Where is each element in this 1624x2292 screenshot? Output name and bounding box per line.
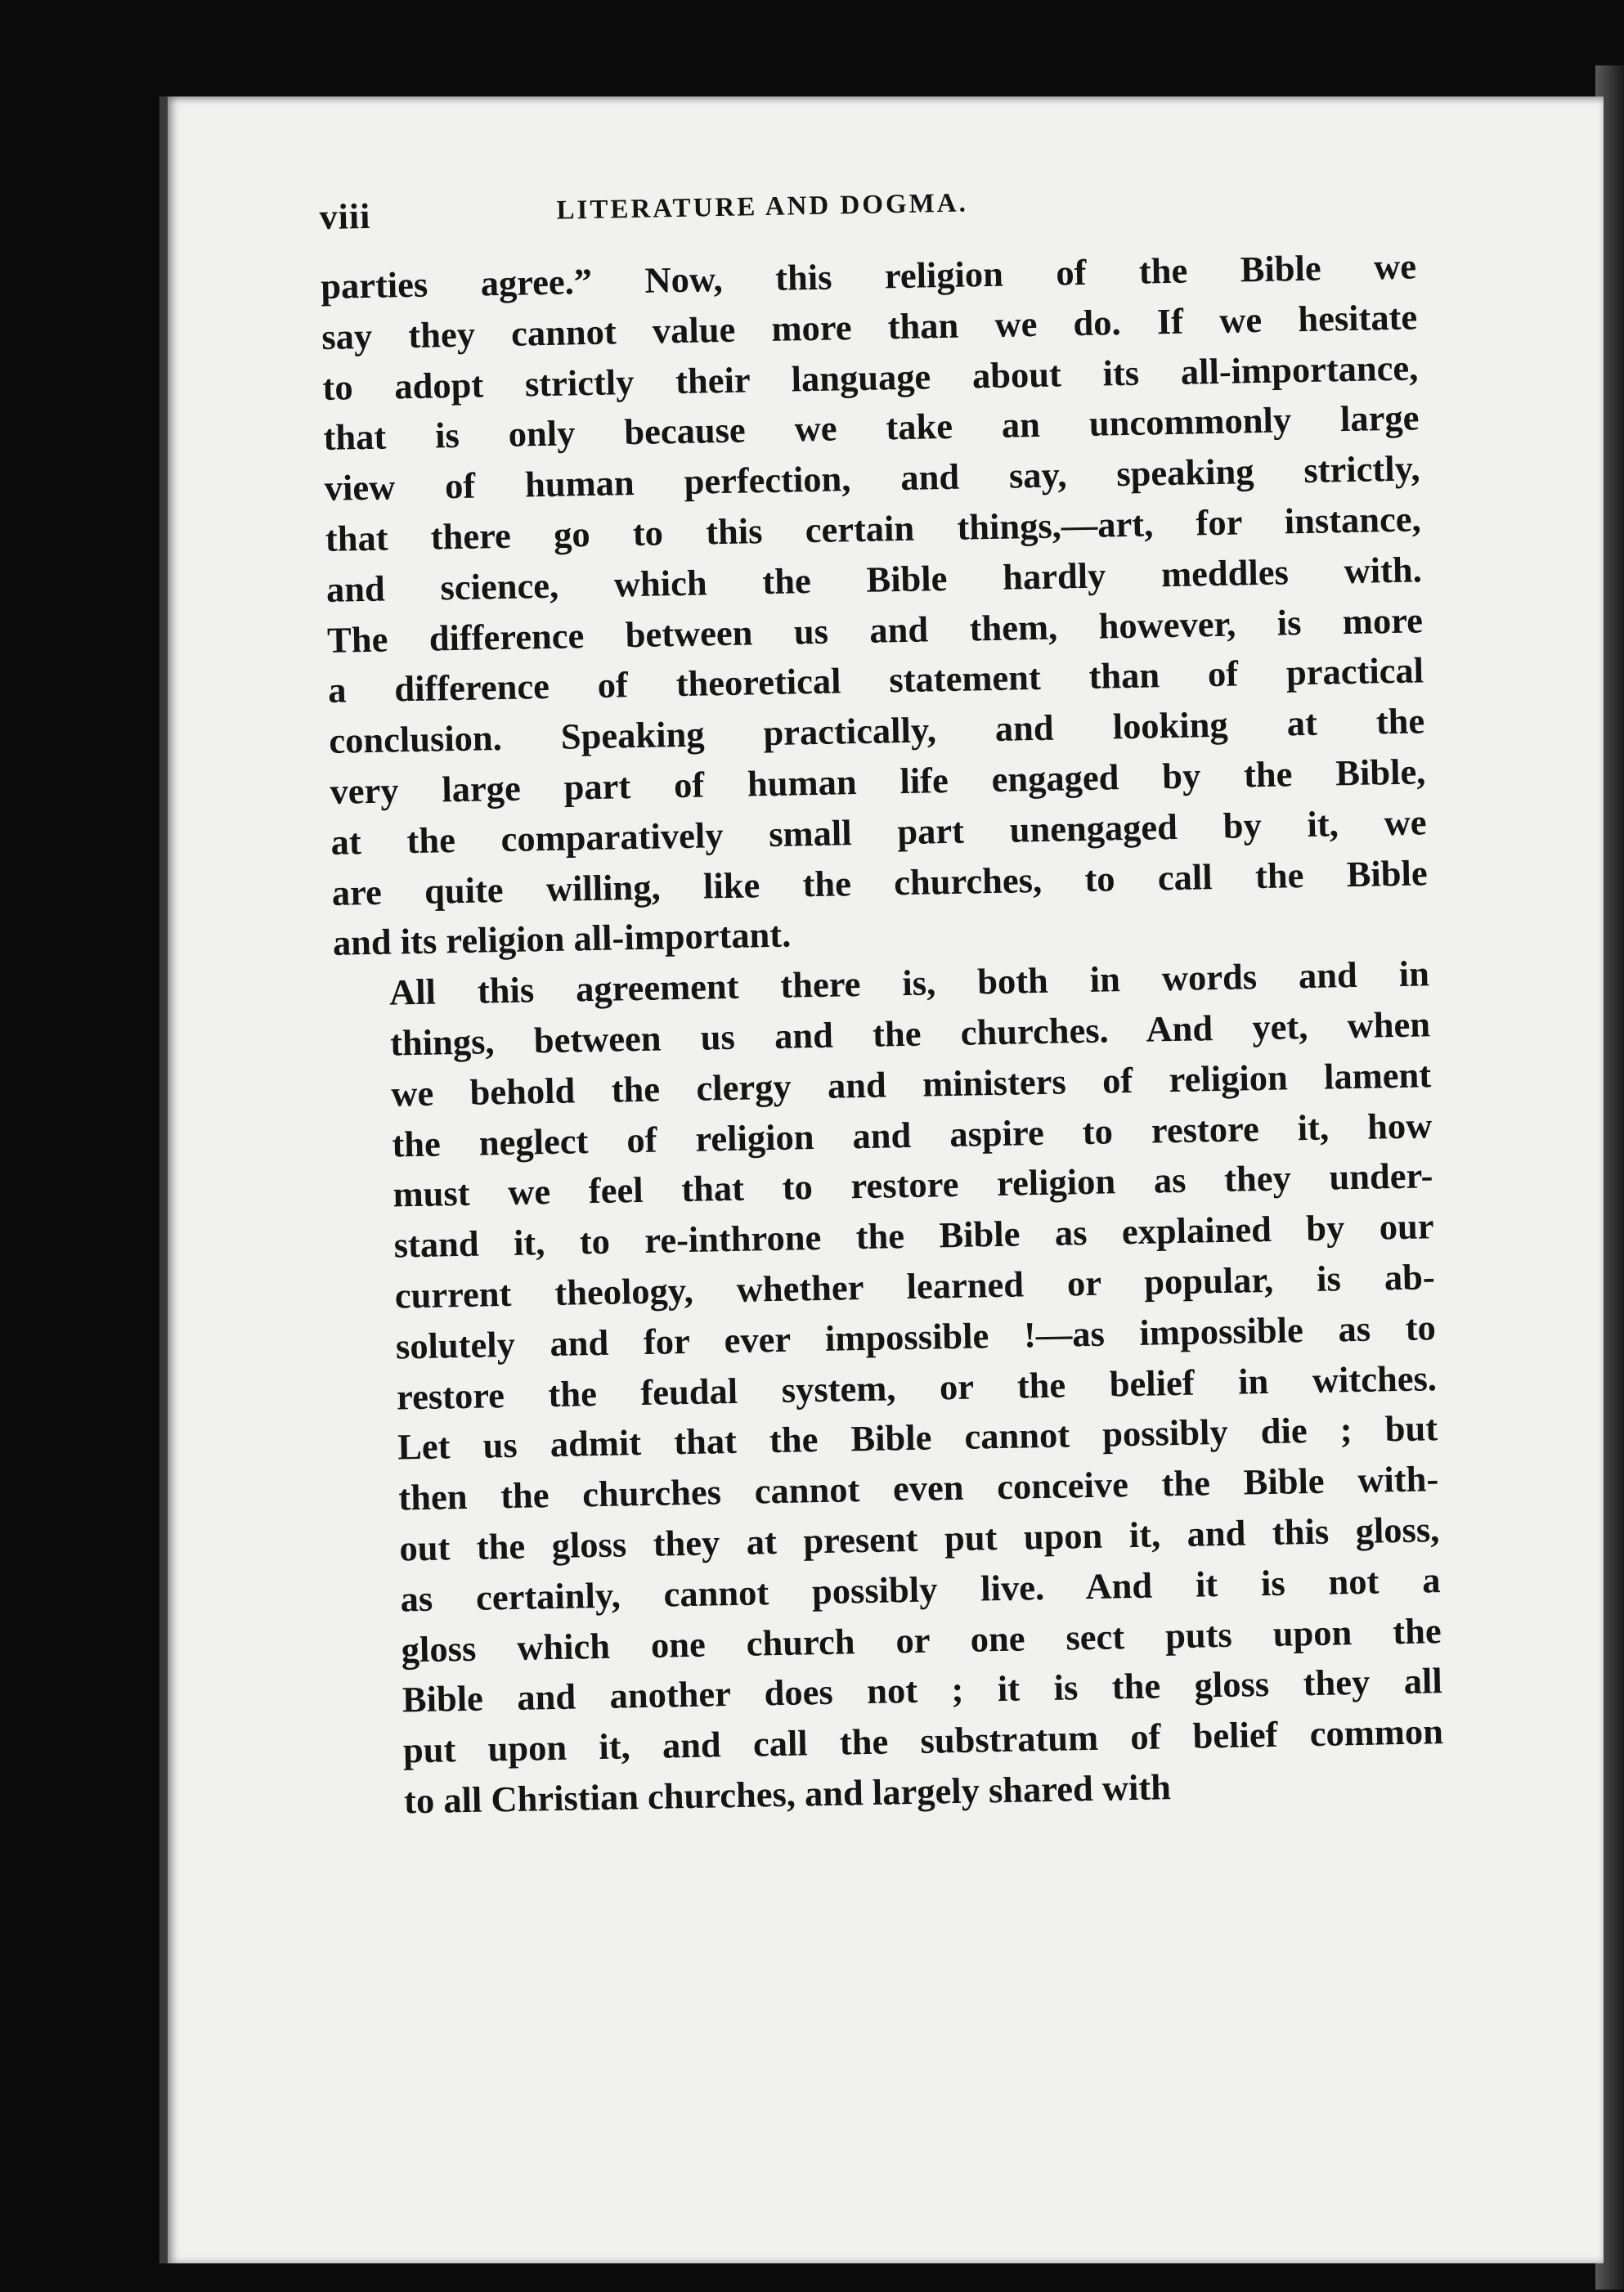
- text-line: Bible and another does not ; it is the gloss they all: [402, 1660, 1443, 1720]
- text-line: out the gloss they at present put upon it, and this gloss,: [399, 1509, 1440, 1569]
- text-line: at the comparatively small part unengaged by it, we: [330, 801, 1427, 863]
- text-line: and its religion all-important.: [332, 913, 792, 964]
- text-line: restore the feudal system, or the belief in witches.: [396, 1357, 1438, 1418]
- text-line: parties agree.” Now, this religion of the Bible we: [320, 245, 1417, 307]
- text-line: must we feel that to restore religion as they under-: [393, 1155, 1433, 1215]
- text-line: things, between us and the churches. And yet, when: [389, 1003, 1431, 1064]
- text-line: we behold the clergy and ministers of religion lament: [390, 1054, 1432, 1115]
- text-line: then the churches cannot even conceive the Bible with-: [397, 1458, 1439, 1518]
- text-line: and science, which the Bible hardly meddles with.: [325, 549, 1423, 610]
- text-line: Let us admit that the Bible cannot possibly die ; but: [397, 1407, 1438, 1468]
- text-line: current theology, whether learned or popular, is ab-: [394, 1256, 1436, 1316]
- paragraph: [334, 949, 1445, 1828]
- paragraph: [321, 241, 1429, 969]
- text-line: that is only because we take an uncommonly large: [323, 397, 1420, 459]
- text-line: the neglect of religion and aspire to restore it, how: [391, 1104, 1433, 1165]
- text-line: to all Christian churches, and largely shared with: [403, 1766, 1172, 1822]
- text-line: are quite willing, like the churches, to call the Bible: [331, 851, 1429, 913]
- page-content: [319, 168, 1445, 1828]
- text-line: view of human perfection, and say, speaking strictly,: [324, 447, 1420, 509]
- text-line: a difference of theoretical statement than of practical: [327, 649, 1424, 711]
- text-line: The difference between us and them, however, is more: [326, 599, 1424, 661]
- text-line: to adopt strictly their language about its all-importance,: [322, 347, 1419, 408]
- body-text: [321, 241, 1445, 1828]
- text-line: say they cannot value more than we do. If we hesitate: [321, 296, 1418, 357]
- text-line: very large part of human life engaged by the Bible,: [330, 751, 1426, 812]
- text-line: put upon it, and call the substratum of belief common: [402, 1711, 1444, 1771]
- text-line: solutely and for ever impossible !—as impossible as to: [395, 1306, 1437, 1367]
- text-line: that there go to this certain things,—art, for instance,: [325, 498, 1422, 559]
- text-line: gloss which one church or one sect puts upon the: [401, 1609, 1442, 1670]
- page-number: viii: [319, 195, 371, 237]
- text-line: All this agreement there is, both in words and in: [388, 953, 1430, 1013]
- text-line: conclusion. Speaking practically, and looking at the: [328, 700, 1425, 762]
- running-title: LITERATURE AND DOGMA.: [556, 188, 969, 226]
- text-line: as certainly, cannot possibly live. And it is not a: [400, 1559, 1441, 1620]
- text-line: stand it, to re-inthrone the Bible as explained by our: [393, 1205, 1434, 1266]
